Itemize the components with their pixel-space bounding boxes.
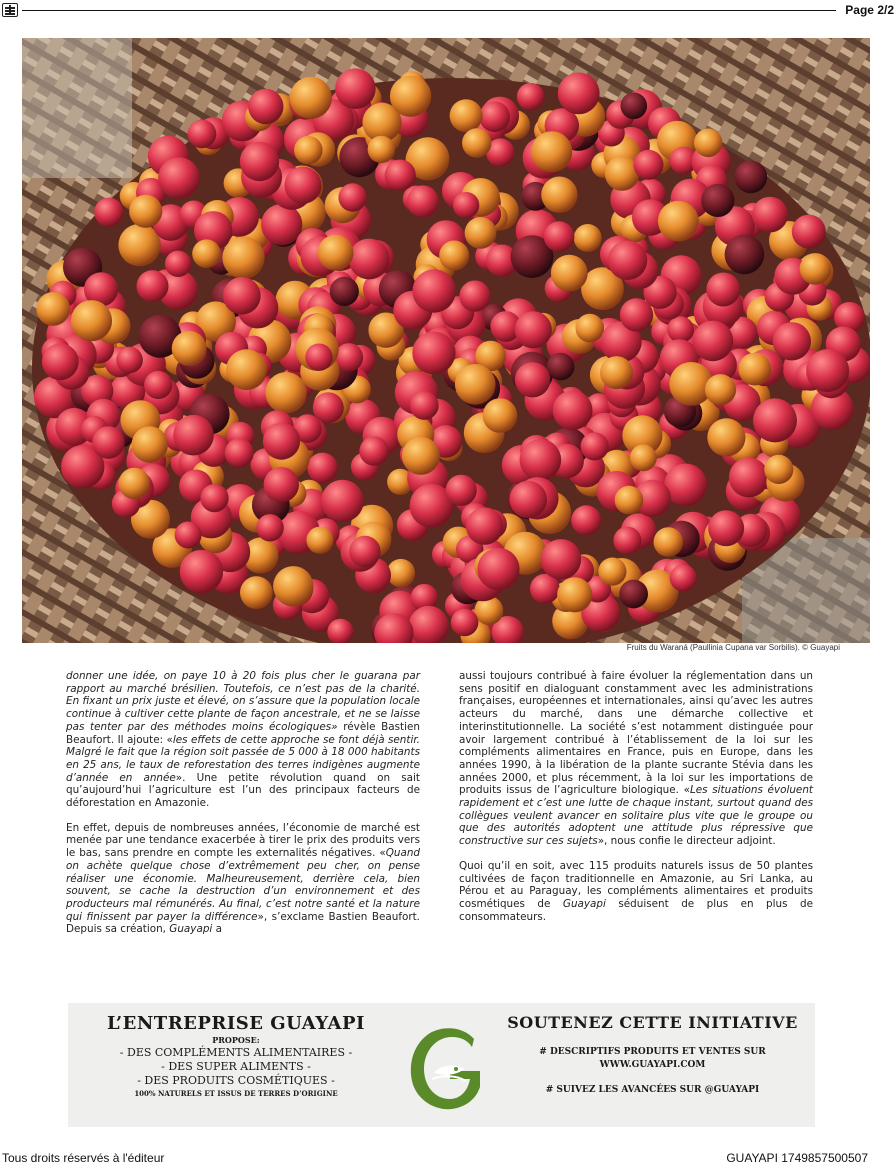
- article-paragraph: En effet, depuis de nombreuses années, l’économie de marché est menée par une tendance exacerbée à tirer le prix des produits vers le bas, sans prendre en compte les externalités négatives. «Quand on achète quelque chose d’extrêmement peu cher, on pense réaliser une économie. Malheureusement, derrière cela, bien souvent, se cache la destruction d’un environnement et des producteurs mal rémunérés. Au final, c’est notre santé et la nature qui finissent par payer la différence», s’exclame Bastien Beaufort. Depuis sa création, Guayapi a: [66, 821, 420, 936]
- fruit-shape: [701, 184, 734, 217]
- fruit-shape: [175, 522, 202, 549]
- fruit-shape: [222, 237, 264, 279]
- fruit-shape: [558, 73, 600, 115]
- banner-offer-line: - DES PRODUITS COSMÉTIQUES -: [137, 1074, 335, 1087]
- fruit-shape: [576, 314, 605, 343]
- banner-offer-line: - DES COMPLÉMENTS ALIMENTAIRES -: [119, 1046, 353, 1059]
- fruit-shape: [792, 215, 826, 249]
- fruit-shape: [385, 160, 416, 191]
- fruit-shape: [248, 89, 283, 124]
- fruit-shape: [290, 77, 332, 119]
- fruit-shape: [541, 177, 577, 213]
- fruit-shape: [453, 192, 479, 218]
- fruit-shape: [509, 481, 547, 519]
- fruit-shape: [483, 398, 518, 433]
- banner-offer-line: - DES SUPER ALIMENTS -: [161, 1060, 311, 1073]
- fruit-shape: [706, 273, 740, 307]
- article-paragraph: aussi toujours contribué à faire évoluer la réglementation dans un sens positif en dialoguant constamment avec les administrations françaises, européennes et internationales, ainsi qu’avec les autres acteurs du marché, dans une démarche collective et interinstitutionnelle. La société s’est notamment distinguée pour avoir largement contribué à l’établissement de la loi sur les compléments alimentaires en France, puis en Europe, dans les années 1990, à la libération de la plante sucrante Stévia dans les années 2000, et plus récemment, à la loi sur les importations de produits issus de l’agriculture biologique. «Les situations évoluent rapidement et c’est une lutte de chaque instant, surtout quand des collègues veulent avancer en solitaire plus vite que le groupe ou que des autorités adoptent une attitude plus répressive que constructive sur ces sujets», nous confie le directeur adjoint.: [459, 670, 813, 848]
- fruit-shape: [188, 120, 217, 149]
- banner-right-line: # SUIVEZ LES AVANCÉES SUR @GUAYAPI: [545, 1085, 760, 1095]
- fruit-shape: [729, 458, 769, 498]
- fruit-shape: [284, 167, 321, 204]
- fruit-shape: [318, 235, 354, 271]
- fruit-shape: [574, 224, 602, 252]
- banner-right-line: # DESCRIPTIFS PRODUITS ET VENTES SUR WWW.GUAYAPI.COM: [490, 1046, 815, 1072]
- fruit-shape: [330, 277, 359, 306]
- fruit-shape: [634, 150, 664, 180]
- fruit-shape: [621, 93, 648, 120]
- fruit-shape: [335, 343, 363, 371]
- fruit-shape: [465, 217, 497, 249]
- fruit-shape: [119, 468, 150, 499]
- fruit-shape: [705, 374, 736, 405]
- fruit-shape: [450, 99, 483, 132]
- fruit-shape: [531, 131, 572, 172]
- fruit-shape: [515, 311, 552, 348]
- fruit-shape: [800, 253, 832, 285]
- page-label: Page 2/2: [845, 3, 894, 17]
- fruit-shape: [581, 432, 609, 460]
- website-link[interactable]: WWW.GUAYAPI.COM: [599, 1060, 706, 1070]
- fruit-shape: [92, 426, 125, 459]
- fruit-shape: [752, 197, 788, 233]
- fruit-shape: [446, 475, 477, 506]
- fruit-shape: [144, 371, 172, 399]
- fruit-shape: [557, 577, 592, 612]
- fruit-shape: [226, 349, 267, 390]
- article-paragraph: donner une idée, on paye 10 à 20 fois plus cher le guarana par rapport au marché brésilien. Toutefois, ce n’est pas de la charité. En fixant un prix juste et élevé, on s’assure que la population locale continue à cultiver cette plante de façon ancestrale, et ne se laisse pas tenter par des méthodes moins écologiques» révèle Bastien Beaufort. Il ajoute: «les effets de cette approche se font déjà sentir. Malgré le fait que la région soit passée de 5 000 à 18 000 habitants en 25 ans, le taux de reforestation des terres indigènes augmente d’année en année». Une petite révolution quand on sait qu’aujourd’hui l’agriculture est l’un des principaux facteurs de déforestation en Amazonie.: [66, 670, 420, 810]
- fruit-shape: [402, 437, 440, 475]
- article-paragraph: Quoi qu’il en soit, avec 115 produits naturels issus de 50 plantes cultivées de façon traditionnelle en Amazonie, au Sri Lanka, au Pérou et au Paraguay, les compléments alimentaires et produits cosmétiques de Guayapi séduisent de plus en plus de consommateurs.: [459, 859, 814, 923]
- fruit-shape: [71, 300, 112, 341]
- fruit-shape: [94, 198, 123, 227]
- top-bar: [0, 0, 896, 22]
- banner-offer: [68, 1013, 404, 1098]
- fruit-shape: [359, 436, 388, 465]
- fruit-shape: [608, 241, 647, 280]
- fruit-shape: [172, 331, 207, 366]
- fruit-shape: [551, 255, 588, 292]
- footer-rights: Tous droits réservés à l'éditeur: [2, 1151, 165, 1165]
- fruit-shape: [764, 455, 793, 484]
- fruit-shape: [338, 183, 366, 211]
- fruit-shape: [180, 550, 223, 593]
- fruit-shape: [129, 195, 162, 228]
- fruit-shape: [321, 480, 364, 523]
- fruit-shape: [667, 316, 694, 343]
- fruit-shape: [738, 353, 771, 386]
- fruit-shape: [387, 559, 415, 587]
- fruit-shape: [42, 343, 79, 380]
- fruit-shape: [137, 270, 169, 302]
- fruit-shape: [477, 548, 519, 590]
- fruit-shape: [658, 201, 699, 242]
- fruit-shape: [600, 356, 633, 389]
- fruit-shape: [335, 68, 376, 109]
- fruit-shape: [734, 161, 767, 194]
- fruit-shape: [36, 292, 70, 326]
- fruit-shape: [693, 321, 734, 362]
- fruit-shape: [173, 415, 214, 456]
- fruit-shape: [261, 204, 302, 245]
- fruit-shape: [547, 353, 575, 381]
- fruit-shape: [694, 129, 723, 158]
- fruit-shape: [620, 298, 653, 331]
- fruit-shape: [619, 580, 648, 609]
- fruit-shape: [158, 157, 200, 199]
- fruit-shape: [349, 536, 380, 567]
- fruit-shape: [517, 83, 545, 111]
- photo-caption: Fruits du Waraná (Paullinia Cupana var Sorbilis). © Guayapi: [626, 643, 840, 652]
- fruit-shape: [412, 269, 455, 312]
- fruit-shape: [459, 281, 490, 312]
- fruit-shape: [613, 527, 641, 555]
- fruit-shape: [571, 505, 601, 535]
- newspaper-icon: [2, 3, 18, 17]
- fruit-shape: [223, 277, 261, 315]
- fruit-shape: [630, 444, 657, 471]
- fruit-shape: [390, 76, 431, 117]
- fruit-shape: [541, 539, 581, 579]
- fruit-shape: [306, 527, 333, 554]
- fruit-shape: [466, 507, 503, 544]
- fruit-shape: [273, 566, 313, 606]
- fruit-shape: [670, 565, 697, 592]
- fruit-shape: [773, 322, 811, 360]
- fruit-shape: [240, 576, 273, 609]
- banner-right-title: SOUTENEZ CETTE INITIATIVE: [507, 1013, 798, 1032]
- fruit-shape: [598, 558, 626, 586]
- fruit-shape: [349, 239, 390, 280]
- fruit-shape: [410, 391, 439, 420]
- fruit-shape: [192, 239, 221, 268]
- fruit-shape: [615, 486, 644, 515]
- fruit-shape: [806, 349, 849, 392]
- fruit-shape: [265, 372, 306, 413]
- fruit-shape: [165, 251, 191, 277]
- fruit-shape: [725, 235, 765, 275]
- guayapi-banner: [68, 1003, 815, 1127]
- fruit-shape: [654, 527, 684, 557]
- guayapi-logo: [404, 1023, 490, 1113]
- header-rule: [22, 10, 836, 11]
- fruit-shape: [753, 398, 797, 442]
- banner-left-subtitle: PROPOSE:: [212, 1035, 260, 1045]
- article-column-right: [459, 670, 813, 935]
- fruit-shape: [462, 128, 491, 157]
- fruit-shape: [439, 241, 469, 271]
- fruit-shape: [520, 439, 562, 481]
- fruit-basket-photo: [22, 38, 870, 643]
- fruit-shape: [544, 221, 575, 252]
- banner-left-note: 100% NATURELS ET ISSUS DE TERRES D’ORIGINE: [134, 1089, 338, 1098]
- fruit-shape: [407, 185, 439, 217]
- banner-support: [490, 1013, 815, 1095]
- fruit-shape: [132, 426, 168, 462]
- banner-left-title: L’ENTREPRISE GUAYAPI: [107, 1013, 365, 1034]
- fruit-shape: [116, 347, 143, 374]
- fruit-shape: [412, 331, 455, 374]
- fruit-shape: [200, 484, 228, 512]
- fruit-shape: [256, 514, 283, 541]
- fruit-shape: [515, 362, 550, 397]
- fruit-shape: [455, 364, 496, 405]
- fruit-shape: [451, 609, 479, 637]
- fruit-shape: [368, 136, 395, 163]
- fruit-shape: [708, 510, 744, 546]
- fruit-shape: [553, 390, 593, 430]
- fruit-shape: [225, 438, 254, 467]
- fruit-shape: [479, 101, 510, 132]
- fruit-shape: [264, 467, 299, 502]
- footer-reference: GUAYAPI 1749857500507: [726, 1151, 868, 1165]
- fruit-shape: [240, 142, 279, 181]
- fruit-shape: [305, 344, 332, 371]
- fruit-shape: [294, 136, 323, 165]
- fruit-shape: [263, 423, 300, 460]
- article-column-left: [66, 670, 420, 948]
- fruit-shape: [307, 453, 337, 483]
- fruit-shape: [707, 418, 745, 456]
